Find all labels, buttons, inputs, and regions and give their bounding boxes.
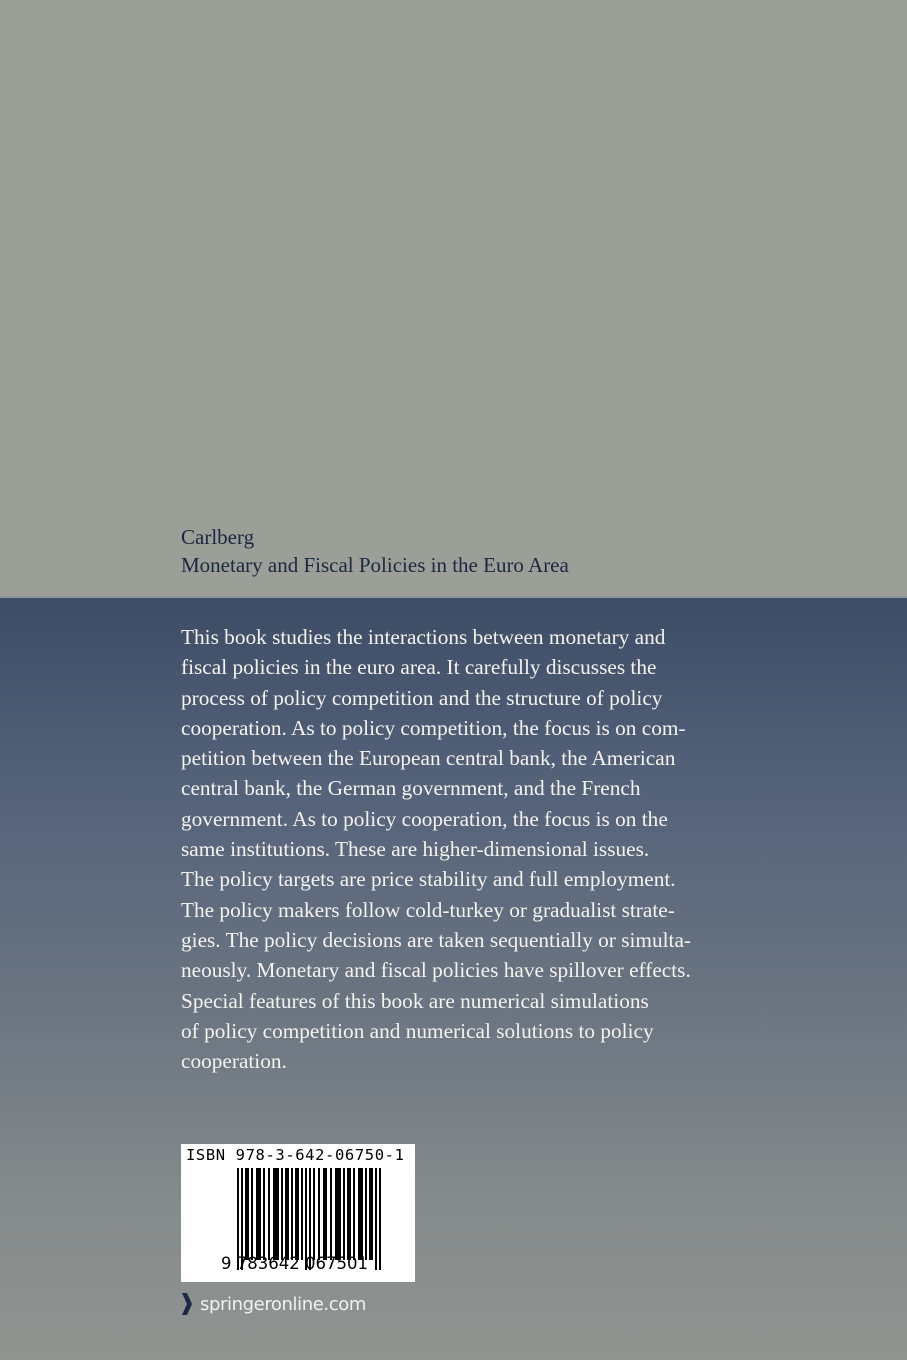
ean-digits: 9 783642 067501 — [221, 1254, 368, 1273]
blurb-line: The policy targets are price stability and full employment. — [181, 867, 676, 892]
blurb-line: This book studies the interactions between monetary and — [181, 625, 666, 649]
blurb-line: cooperation. — [181, 1049, 287, 1074]
blurb-line: central bank, the German government, and the French — [181, 776, 641, 801]
blurb-line: same institutions. These are higher-dimensional issues. — [181, 837, 650, 862]
publisher-link[interactable] — [181, 1291, 366, 1317]
author-name: Carlberg — [181, 525, 255, 549]
top-band — [0, 0, 907, 597]
book-title: Monetary and Fiscal Policies in the Euro Area — [181, 553, 569, 577]
isbn-label: ISBN 978-3-642-06750-1 — [186, 1146, 405, 1164]
blurb-line: The policy makers follow cold-turkey or gradualist strate- — [181, 897, 675, 922]
blurb-line: Special features of this book are numerical simulations — [181, 988, 649, 1013]
isbn-barcode — [181, 1144, 415, 1282]
blurb-line: gies. The policy decisions are taken sequentially or simulta- — [181, 927, 692, 952]
blurb-line: neously. Monetary and fiscal policies have spillover effects. — [181, 958, 691, 983]
blurb-line: fiscal policies in the euro area. It carefully discusses the — [181, 655, 657, 680]
blurb-line: cooperation. As to policy competition, the focus is on com- — [181, 715, 686, 740]
cover-heading — [181, 523, 569, 579]
blurb-line: process of policy competition and the structure of policy — [181, 685, 663, 710]
publisher-link-text[interactable]: springeronline.com — [200, 1293, 366, 1315]
blurb-line: of policy competition and numerical solutions to policy — [181, 1018, 654, 1043]
blurb-line: government. As to policy cooperation, the focus is on the — [181, 806, 668, 831]
book-blurb — [181, 622, 761, 1076]
chevron-right-icon — [181, 1292, 193, 1316]
blurb-line: petition between the European central bank, the American — [181, 746, 676, 771]
